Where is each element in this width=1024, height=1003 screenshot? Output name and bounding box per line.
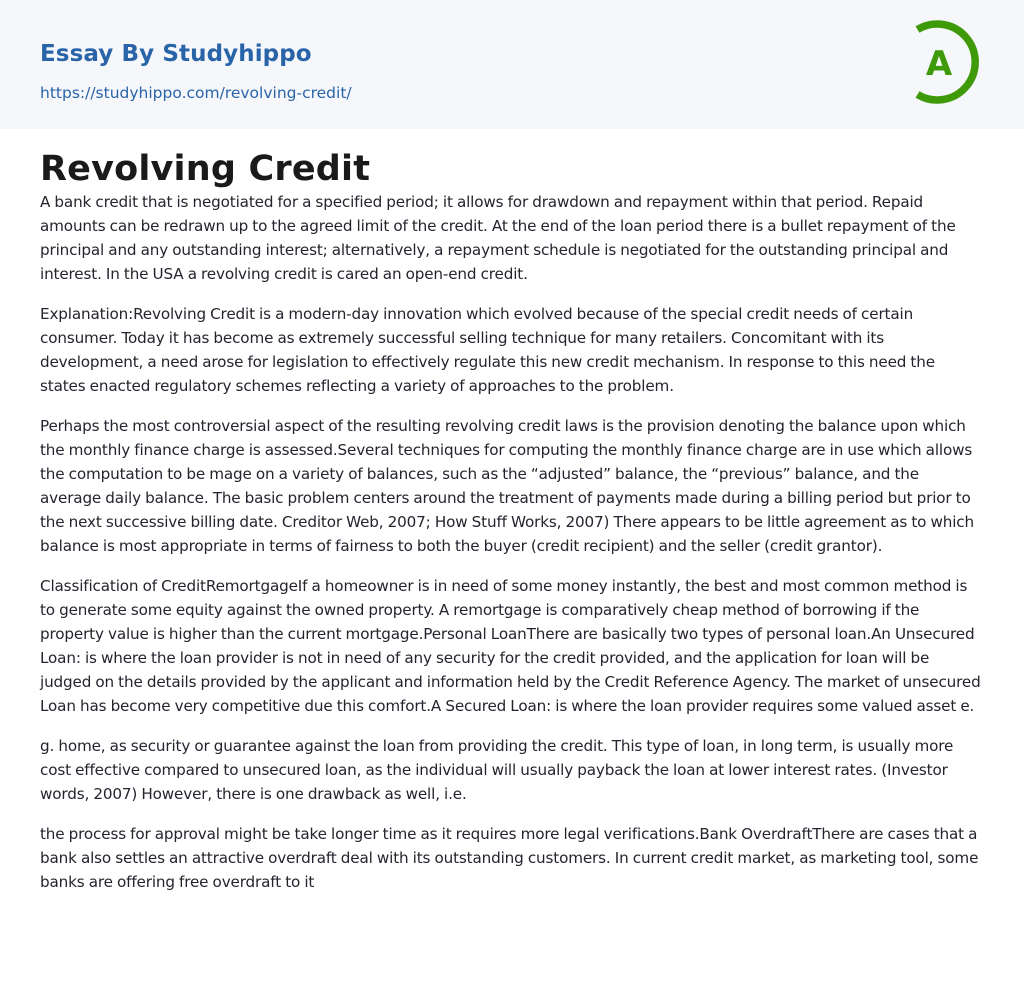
essay-paragraph: g. home, as security or guarantee against the loan from providing the credit. This type of loan, in long term, is usually more cost effective compared to unsecured loan, as the individual will usually payback the loan at lower interest rates. (Investor words, 2007) However, there is one drawback as well, i.e.: [40, 737, 954, 803]
essay-paragraph: A bank credit that is negotiated for a specified period; it allows for drawdown and repayment within that period. Repaid amounts can be redrawn up to the agreed limit of the credit. At the end of the loan period there is a bullet repayment of the principal and any outstanding interest; alternatively, a repayment schedule is negotiated for the outstanding principal and interest. In the USA a revolving credit is cared an open-end credit.: [40, 193, 956, 283]
page-title: Revolving Credit: [40, 149, 371, 189]
studyhippo-logo-icon[interactable]: [908, 18, 988, 106]
essay-url-link[interactable]: https://studyhippo.com/revolving-credit/: [40, 84, 352, 102]
logo-letter: A: [925, 44, 953, 84]
site-header: [0, 0, 1024, 129]
essay-paragraph: Classification of CreditRemortgageIf a homeowner is in need of some money instantly, the best and most common method is to generate some equity against the owned property. A remortgage is comparatively cheap method of borrowing if the property value is higher than the current mortgage.Personal LoanThere are basically two types of personal loan.An Unsecured Loan: is where the loan provider is not in need of any security for the credit provided, and the application for loan will be judged on the details provided by the applicant and information held by the Credit Reference Agency. The market of unsecured Loan has become very competitive due this comfort.A Secured Loan: is where the loan provider requires some valued asset e.: [40, 577, 981, 715]
essay-paragraph: Explanation:Revolving Credit is a modern-day innovation which evolved because of the special credit needs of certain consumer. Today it has become as extremely successful selling technique for many retailers. Concomitant with its development, a need arose for legislation to effectively regulate this new credit mechanism. In response to this need the states enacted regulatory schemes reflecting a variety of approaches to the problem.: [40, 305, 935, 395]
essay-content: [0, 129, 1024, 894]
essay-paragraph: Perhaps the most controversial aspect of the resulting revolving credit laws is the provision denoting the balance upon which the monthly finance charge is assessed.Several techniques for computing the monthly finance charge are in use which allows the computation to be mage on a variety of balances, such as the “adjusted” balance, the “previous” balance, and the average daily balance. The basic problem centers around the treatment of payments made during a billing period but prior to the next successive billing date. Creditor Web, 2007; How Stuff Works, 2007) There appears to be little agreement as to which balance is most appropriate in terms of fairness to both the buyer (credit recipient) and the seller (credit grantor).: [40, 417, 974, 555]
essay-paragraph: the process for approval might be take longer time as it requires more legal verifications.Bank OverdraftThere are cases that a bank also settles an attractive overdraft deal with its outstanding customers. In current credit market, as marketing tool, some banks are offering free overdraft to it: [40, 825, 979, 891]
brand-title: Essay By Studyhippo: [40, 41, 312, 67]
